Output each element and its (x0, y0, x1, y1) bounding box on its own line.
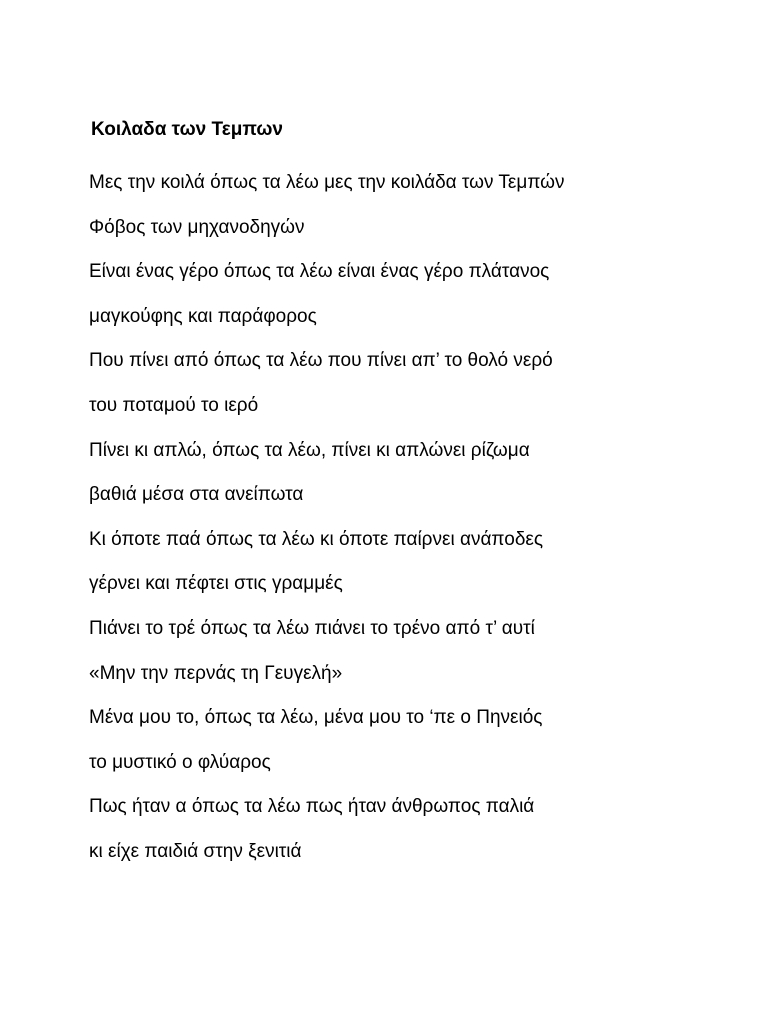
poem-line: Πιάνει το τρέ όπως τα λέω πιάνει το τρένο από τ’ αυτί (89, 617, 535, 639)
poem-line: κι είχε παιδιά στην ξενιτιά (89, 840, 302, 862)
poem-line: το μυστικό ο φλύαρος (89, 751, 271, 773)
poem-line: του ποταμού το ιερό (89, 394, 259, 416)
poem-line: μαγκούφης και παράφορος (89, 305, 317, 327)
poem-line: γέρνει και πέφτει στις γραμμές (89, 573, 343, 595)
document-title: Κοιλαδα των Τεμπων (91, 119, 283, 140)
poem-line: Φόβος των μηχανοδηγών (89, 216, 305, 238)
poem-lines (89, 170, 565, 884)
poem-line: Πως ήταν α όπως τα λέω πως ήταν άνθρωπος παλιά (89, 796, 535, 818)
poem-line: Μένα μου το, όπως τα λέω, μένα μου το ‘πε ο Πηνειός (89, 707, 543, 729)
poem-line: Πίνει κι απλώ, όπως τα λέω, πίνει κι απλώνει ρίζωμα (89, 439, 530, 461)
poem-line: Μες την κοιλά όπως τα λέω μες την κοιλάδα των Τεμπών (89, 172, 565, 193)
poem-line: βαθιά μέσα στα ανείπωτα (89, 484, 304, 506)
poem-line: Που πίνει από όπως τα λέω που πίνει απ’ το θολό νερό (89, 350, 553, 372)
poem-line: «Μην την περνάς τη Γευγελή» (89, 662, 343, 684)
poem-line: Είναι ένας γέρο όπως τα λέω είναι ένας γέρο πλάτανος (89, 261, 550, 283)
poem-line: Κι όποτε παά όπως τα λέω κι όποτε παίρνει ανάποδες (89, 528, 544, 550)
